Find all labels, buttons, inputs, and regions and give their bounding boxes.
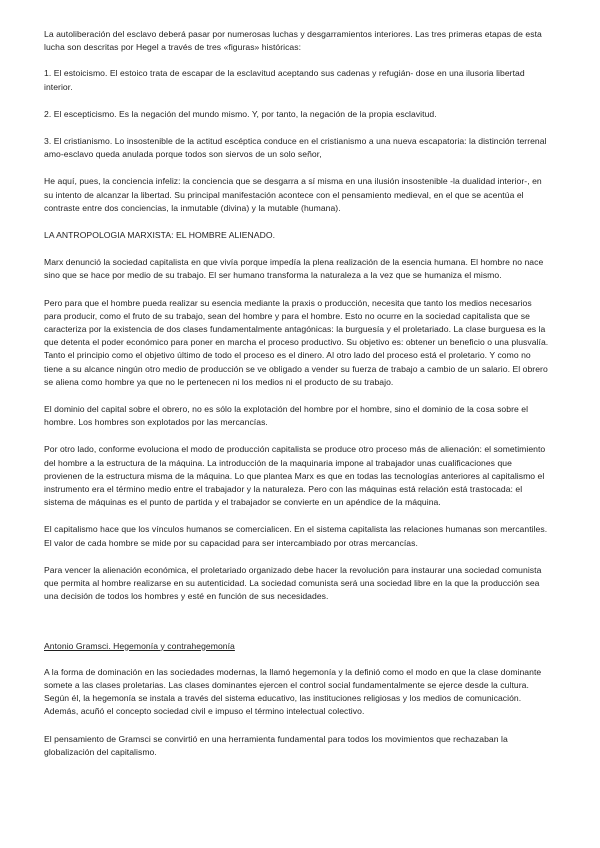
heading-antropologia-marxista: LA ANTROPOLOGIA MARXISTA: EL HOMBRE ALIENADO. [44,230,276,241]
paragraph-escepticismo: 2. El escepticismo. Es la negación del mundo mismo. Y, por tanto, la negación de la propia esclavitud. [44,108,437,119]
heading-gramsci: Antonio Gramsci. Hegemonía y contrahegemonía [44,640,235,651]
paragraph-revolucion: Para vencer la alienación económica, el proletariado organizado debe hacer la revolución para instaurar una sociedad comunista que permita al hombre realizarse en su autenticidad. La sociedad comunista será una sociedad libre en la que la producción sea una decisión de todos los hombres y esté en función de sus necesidades. [44,564,542,602]
paragraph-vinculos: El capitalismo hace que los vínculos humanos se comercialicen. En el sistema capitalista las relaciones humanas son mercantiles. El valor de cada hombre se mide por su capacidad para ser intercambiado por otras mercancías. [44,524,548,548]
paragraph-estoicismo: 1. El estoicismo. El estoico trata de escapar de la esclavitud aceptando sus cadenas y refugián- dose en una ilusoria libertad interior. [44,68,525,92]
paragraph-gramsci-legado: El pensamiento de Gramsci se convirtió en una herramienta fundamental para todos los movimientos que rechazaban la globalización del capitalismo. [44,733,508,757]
paragraph-praxis: Pero para que el hombre pueda realizar su esencia mediante la praxis o producción, necesita que tanto los medios necesarios para producir, como el fruto de su trabajo, sean del hombre y para el hombre. Esto no ocurre en la sociedad capitalista que se caracteriza por la existencia de dos clases fundamentalmente antagónicas: la burguesía y el proletariado. La clase burguesa es la que detenta el poder económico para poner en marcha el proceso productivo. Su objetivo es: obtener un beneficio o una plusvalía. Tanto el principio como el objetivo último de todo el proceso es el dinero. Al otro lado del proceso está el proletario. Y como no tiene a su alcance ningún otro medio de producción se ve obligado a vender su fuerza de trabajo a cambio de un salario. El obrero se aliena como hombre ya que no le pertenecen ni los medios ni el producto de su trabajo. [44,297,549,387]
paragraph-dominio-capital: El dominio del capital sobre el obrero, no es sólo la explotación del hombre por el hombre, sino el dominio de la cosa sobre el hombre. Los hombres son explotados por las mercancías. [44,404,529,428]
paragraph-marx-denuncia: Marx denunció la sociedad capitalista en que vivía porque impedía la plena realización de la esencia humana. El hombre no nace sino que se hace por medio de su trabajo. El ser humano transforma la naturaleza a la vez que se humaniza el mismo. [44,257,544,281]
paragraph-maquina: Por otro lado, conforme evoluciona el modo de producción capitalista se produce otro proceso más de alienación: el sometimiento del hombre a la estructura de la máquina. La introducción de la maquinaria impone al trabajador unas cualificaciones que provienen de la estructura misma de la máquina. Lo que plantea Marx es que en todas las tecnologías anteriores al capitalismo el instrumento era el término medio entre el trabajador y la naturaleza. Pero con las máquinas está relación está trastocada: el sistema de máquinas es el punto de partida y el trabajador se convierte en un apéndice de la máquina. [44,444,546,508]
paragraph-conciencia-infeliz: He aquí, pues, la conciencia infeliz: la conciencia que se desgarra a sí misma en una ilusión insostenible -la dualidad interior-, en su intento de alcanzar la libertad. Su principal manifestación acontece con el pensamiento medieval, en el que se acentúa el contraste entre dos conciencias, la inmutable (divina) y la mutable (humana). [44,176,542,213]
paragraph-hegemonia: A la forma de dominación en las sociedades modernas, la llamó hegemonía y la definió como el modo en que la clase dominante somete a las clases proletarias. Las clases dominantes ejercen el control social fundamentalmente se ejerce desde la cultura. Según él, la hegemonía se instala a través del sistema educativo, las instituciones religiosas y los medios de comunicación. Además, acuñó el concepto sociedad civil e impuso el término intelectual colectivo. [44,666,542,717]
paragraph-hegel-intro: La autoliberación del esclavo deberá pasar por numerosas luchas y desgarramientos interiores. Las tres primeras etapas de esta lucha son descritas por Hegel a través de tres «figuras» históricas: [44,29,542,53]
paragraph-cristianismo: 3. El cristianismo. Lo insostenible de la actitud escéptica conduce en el cristianismo a una nueva escapatoria: la distinción terrenal amo-esclavo queda anulada porque todos son siervos de un solo señor, [44,136,547,160]
